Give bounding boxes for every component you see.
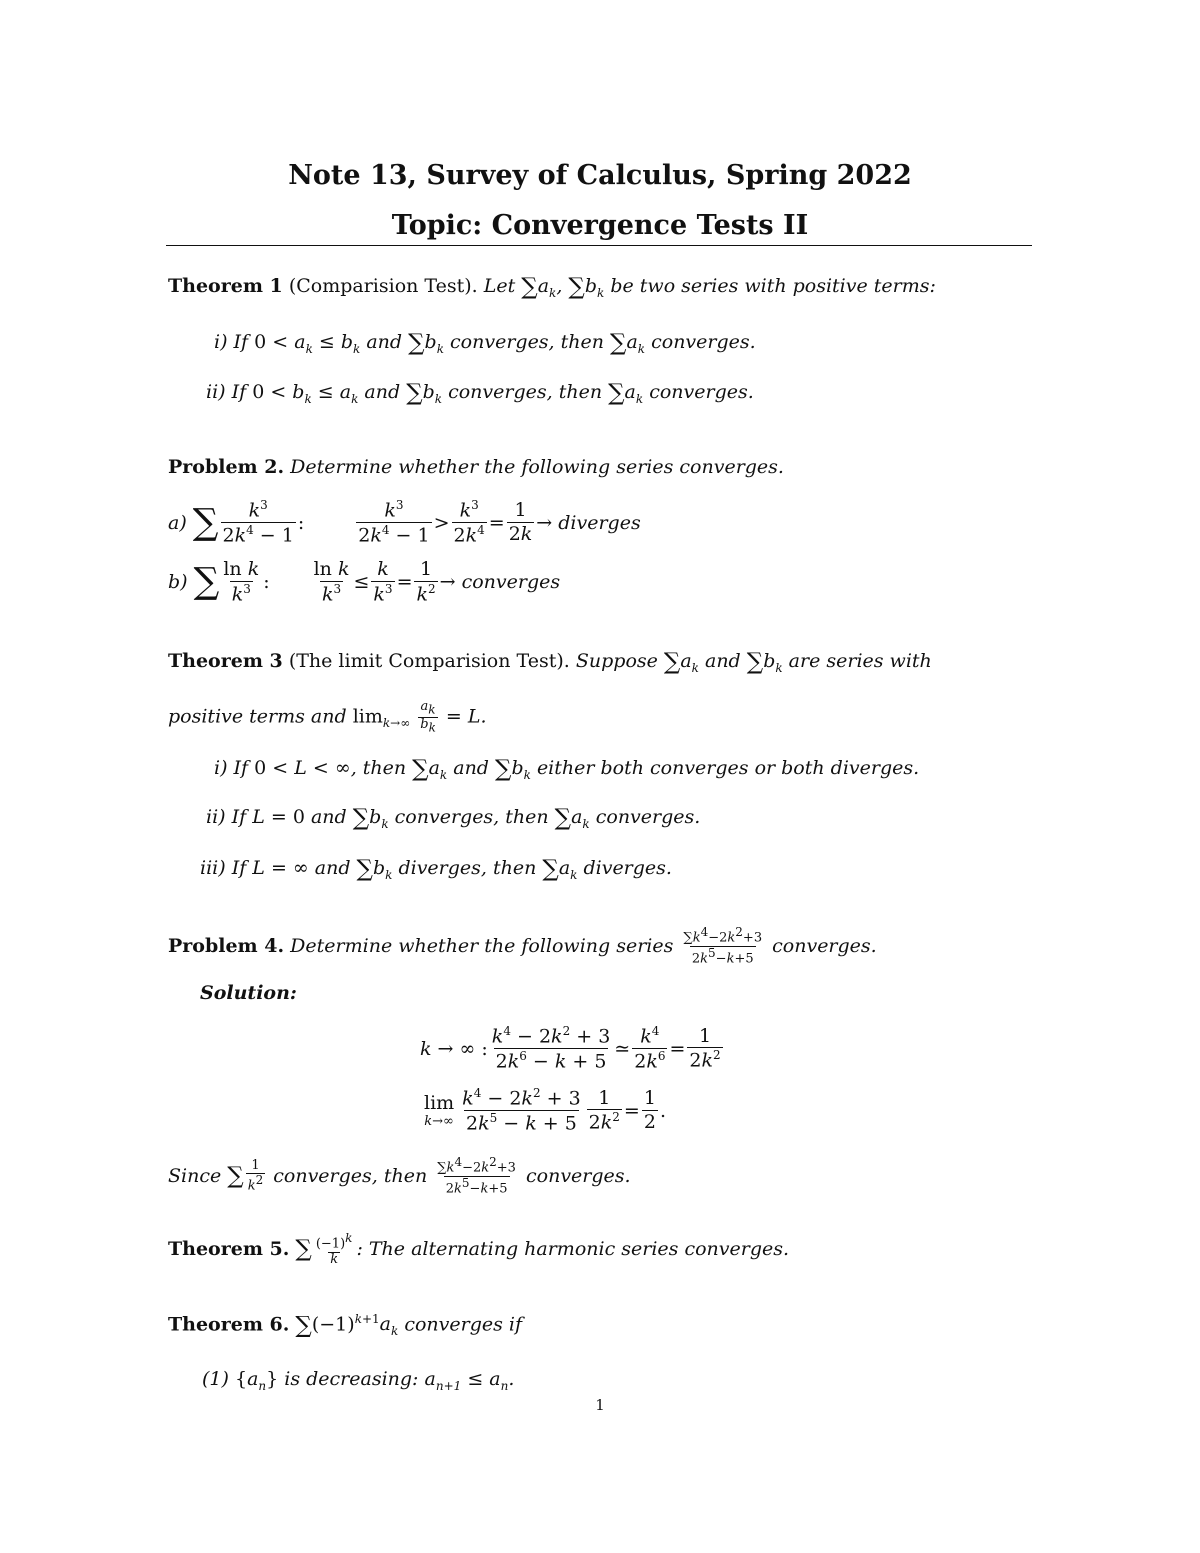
item-label: ii) — [206, 806, 226, 828]
item-text: is decreasing: — [284, 1368, 419, 1390]
item-tail: converges. — [651, 331, 756, 353]
theorem-3-item-ii: ii) If L = 0 and $\sum b_k$ converges, then $\sum a_k$ converges. — [206, 805, 701, 831]
page-number: 1 — [595, 1396, 605, 1414]
theorem-5-label: Theorem 5. — [168, 1238, 290, 1261]
item-tail: diverges. — [583, 857, 672, 879]
theorem-5-statement: : The alternating harmonic series converges. — [356, 1238, 790, 1261]
problem-2 — [168, 456, 784, 478]
part-a-result: → diverges — [536, 511, 641, 534]
theorem-3 — [168, 649, 932, 675]
problem-2-part-b: b) ∑ $\frac{\text{ln k}}{k^3}$ : $\frac{\text{ln k}}{k^3}$ ≤ $\frac{k}{k^3}$ = $\frac{1}{k^2}$ → converges — [168, 558, 561, 606]
item-tail: converges. — [649, 381, 754, 403]
theorem-3-item-i: i) If 0 < L < ∞, then $\sum a_k$ and $\sum b_k$ either both converges or both diverges. — [214, 756, 920, 782]
item-label: iii) — [200, 857, 226, 879]
item-label: (1) — [202, 1368, 229, 1390]
theorem-1-name: (Comparision Test). — [288, 275, 478, 297]
page-topic: Topic: Convergence Tests II — [391, 210, 809, 241]
theorem-3-label: Theorem 3 — [168, 650, 283, 672]
solution-equation-1: k → ∞ : $\frac{k^4 - 2k^2 + 3}{2k^6 - k + 5}$ ≃ $\frac{k^4}{2k^6}$ = $\frac{1}{2k^2}$ — [420, 1024, 721, 1073]
problem-2-label: Problem 2. — [168, 456, 285, 478]
part-b-result: → converges — [439, 570, 561, 593]
problem-4 — [168, 926, 877, 966]
solution-label: Solution: — [200, 982, 297, 1004]
item-label: i) — [214, 757, 228, 779]
problem-4-series: $\frac{\sum k^4-2k^2+3}{2k^5-k+5}$ — [683, 925, 763, 966]
conclusion-tail: converges. — [526, 1165, 631, 1188]
part-a-label: a) — [168, 511, 187, 534]
theorem-3-name: (The limit Comparision Test). — [288, 650, 570, 672]
theorem-6: Theorem 6. $\sum(-1)^{k+1}a_k$ converges if — [168, 1312, 523, 1339]
theorem-3-item-iii: iii) If L = ∞ and $\sum b_k$ diverges, then $\sum a_k$ diverges. — [200, 856, 672, 882]
item-label: i) — [214, 331, 228, 353]
theorem-1 — [168, 274, 936, 300]
theorem-3-statement: Suppose $\sum a_k$ and $\sum b_k$ are series with — [575, 649, 932, 675]
theorem-6-label: Theorem 6. — [168, 1313, 290, 1336]
part-b-label: b) — [168, 570, 188, 593]
theorem-1-item-i: i) If $0 < a_k \le b_k$ and $\sum b_k$ converges, then $\sum a_k$ converges. — [214, 330, 756, 356]
title-rule — [166, 245, 1032, 246]
solution-conclusion: Since ∑ $\frac{1}{k^2}$ converges, then $\frac{\sum k^4-2k^2+3}{2k^5-k+5}$ converges. — [168, 1155, 631, 1196]
theorem-6-item-1: (1) $\{a_n\}$ is decreasing: $a_{n+1} \le a_n$. — [202, 1368, 515, 1393]
item-tail: either both converges or both diverges. — [536, 757, 920, 779]
item-label: ii) — [206, 381, 226, 403]
theorem-1-statement: be two series with positive terms: — [610, 275, 936, 297]
theorem-1-item-ii: ii) If $0 < b_k \le a_k$ and $\sum b_k$ converges, then $\sum a_k$ converges. — [206, 380, 754, 406]
problem-2-part-a: a) ∑ $\frac{k^3}{2k^4 - 1}$ : $\frac{k^3}{2k^4 - 1}$ > $\frac{k^3}{2k^4}$ = $\frac{1}{2k}$ → diverges — [168, 498, 641, 547]
page-title: Note 13, Survey of Calculus, Spring 2022 — [288, 160, 912, 191]
problem-4-statement: Determine whether the following series — [290, 935, 674, 958]
theorem-3-continuation: positive terms and $\lim_{k\to\infty}$ $\frac{a_k}{b_k}$ = L. — [168, 699, 487, 735]
item-tail: converges. — [595, 806, 701, 828]
problem-4-label: Problem 4. — [168, 935, 285, 958]
solution-equation-2: lim k→∞ $\frac{k^4 - 2k^2 + 3}{2k^5 - k + 5}$ $\frac{1}{2k^2}$ = $\frac{1}{2}$ . — [424, 1086, 666, 1135]
theorem-1-math: Let $\sum a_k$, $\sum b_k$ — [483, 274, 605, 300]
problem-4-statement-tail: converges. — [772, 935, 877, 958]
theorem-5: Theorem 5. ∑ $\frac{(-1)^k}{k}$ : The alternating harmonic series converges. — [168, 1231, 790, 1267]
theorem-1-label: Theorem 1 — [168, 275, 283, 297]
problem-2-statement: Determine whether the following series converges. — [290, 456, 784, 478]
theorem-6-statement: converges if — [404, 1313, 523, 1336]
